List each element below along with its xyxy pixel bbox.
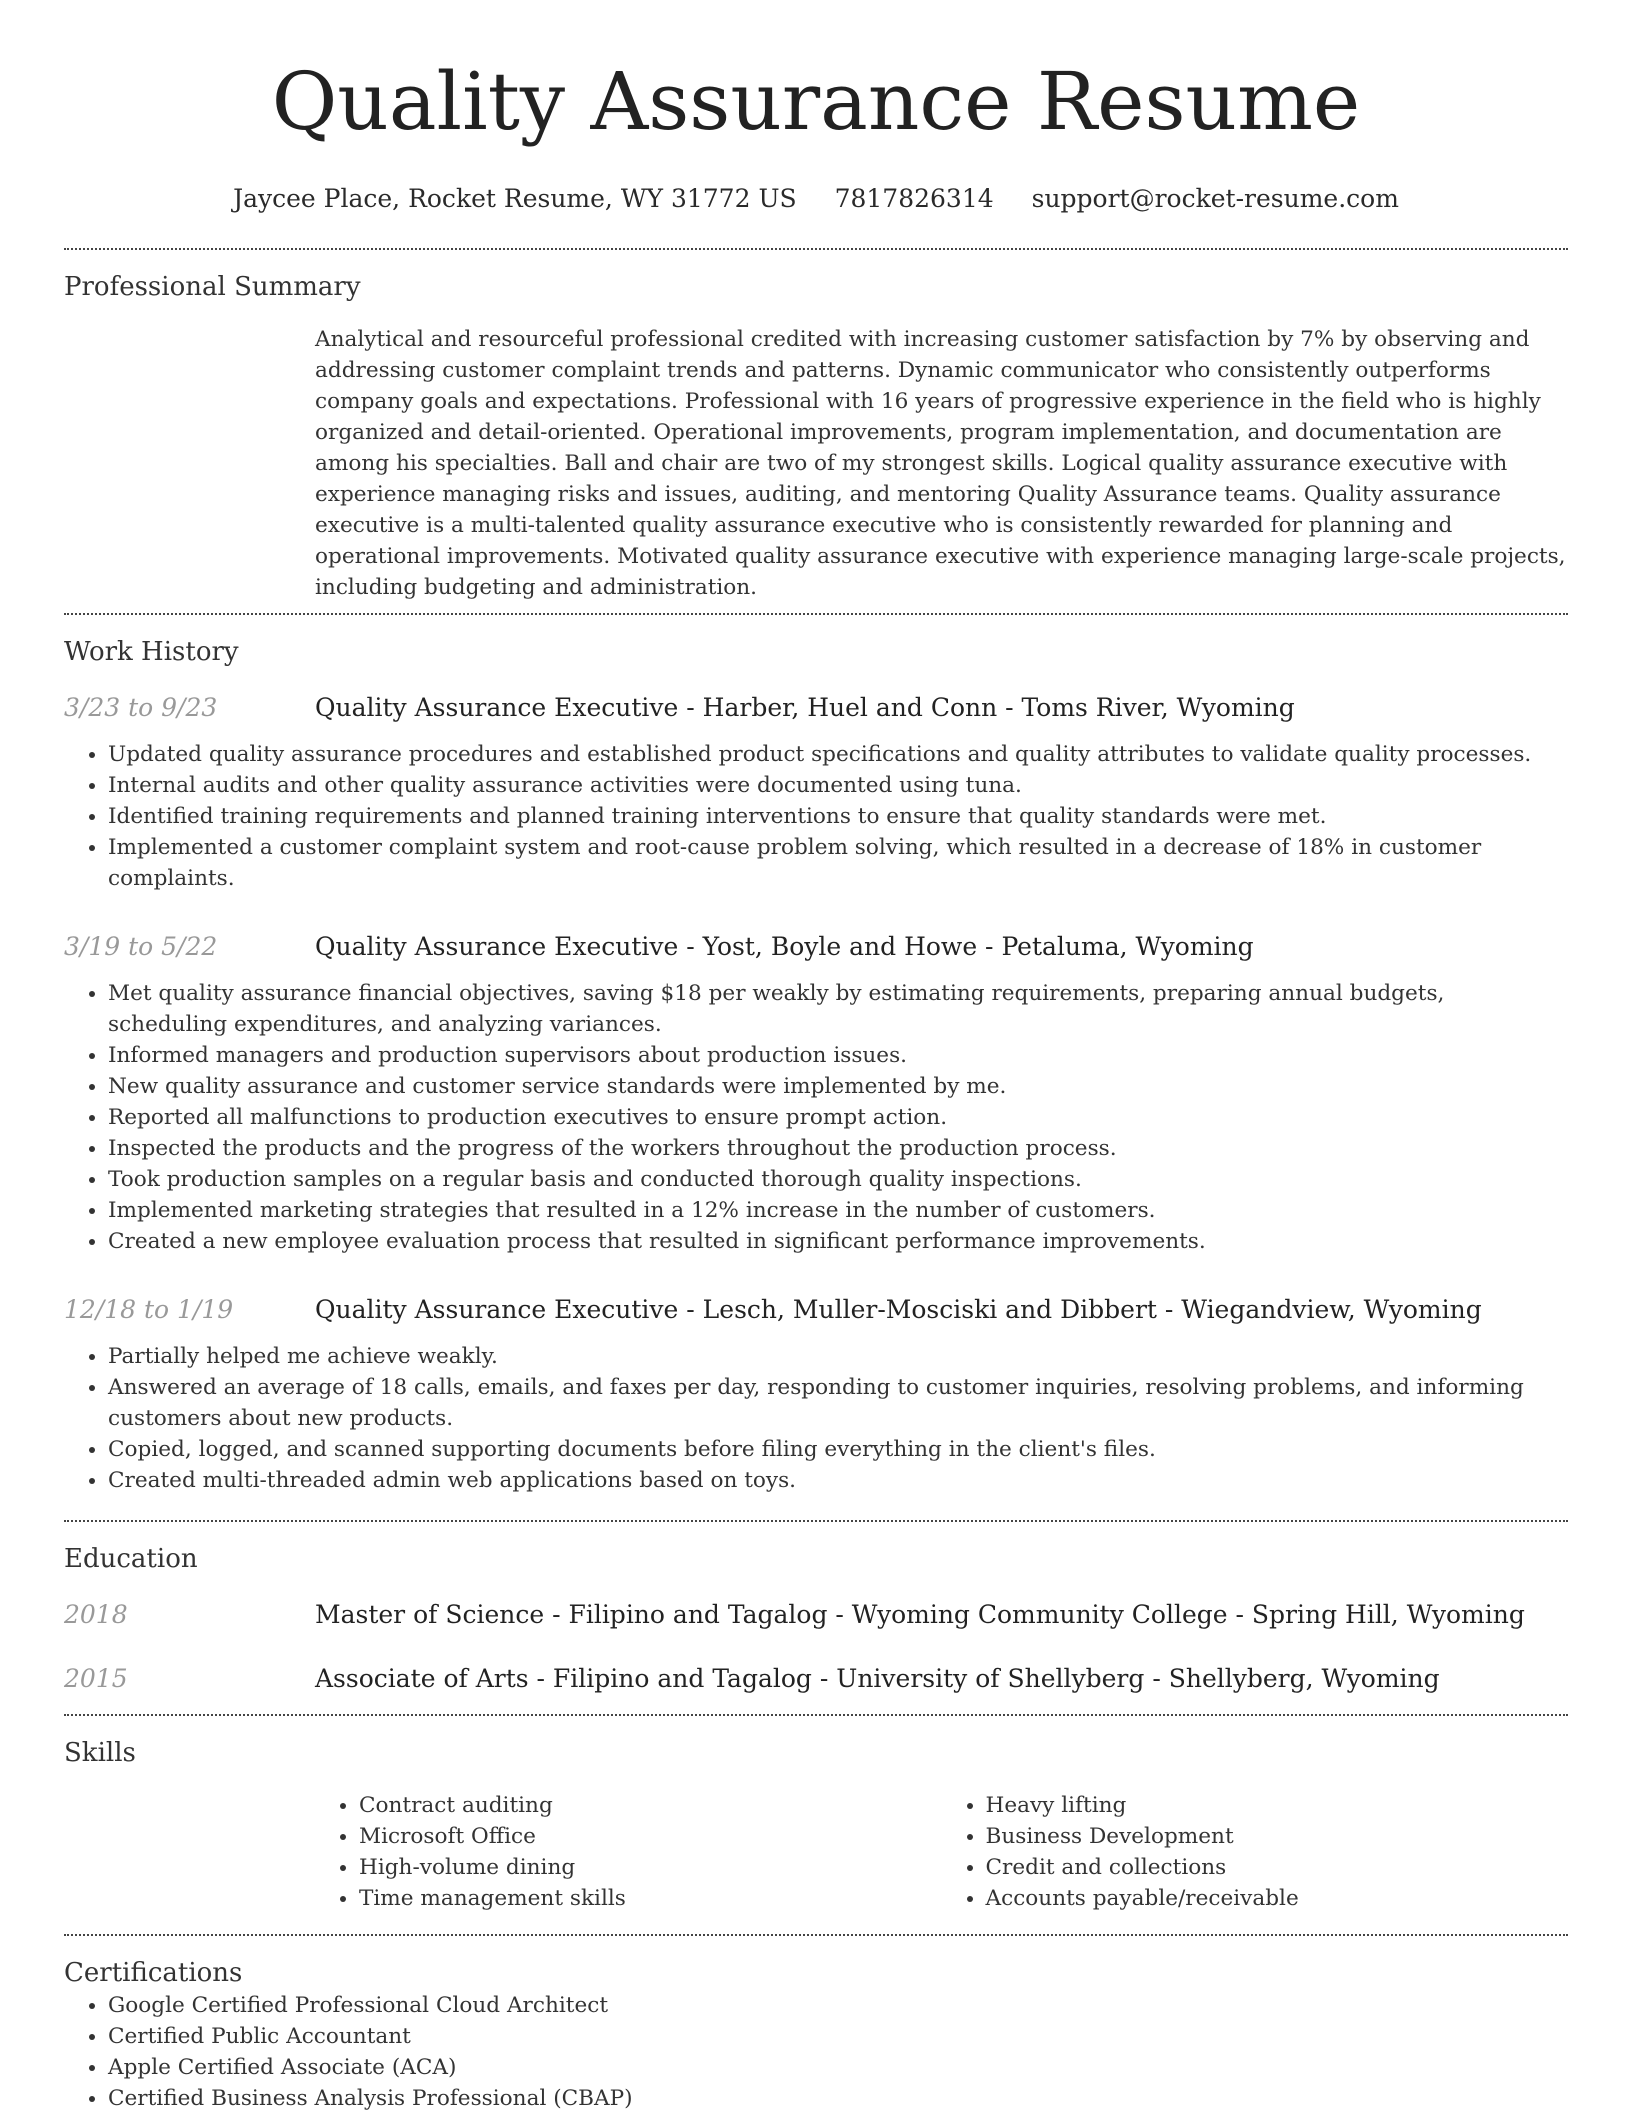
job-title: Quality Assurance Executive - Yost, Boyle and Howe - Petaluma, Wyoming [315, 932, 1254, 961]
education-entry [64, 1662, 1568, 1696]
job-entry [64, 1293, 1568, 1496]
job-bullet: • Met quality assurance financial objectives, saving $18 per weakly by estimating requirements, preparing annual budgets, scheduling expenditures, and analyzing variances. [108, 978, 1568, 1040]
job-bullet: • Created multi-threaded admin web applications based on toys. [108, 1465, 1568, 1496]
skills-section [64, 1736, 1568, 1934]
section-divider [64, 1934, 1568, 1936]
job-title: Quality Assurance Executive - Harber, Huel and Conn - Toms River, Wyoming [315, 693, 1295, 722]
section-divider [64, 613, 1568, 615]
job-title: Quality Assurance Executive - Lesch, Muller-Mosciski and Dibbert - Wiegandview, Wyoming [315, 1295, 1482, 1324]
skill-item: • Business Development [986, 1821, 1569, 1852]
section-divider [64, 1714, 1568, 1716]
certifications-heading: Certifications [64, 1958, 243, 1988]
education-entry [64, 1598, 1568, 1632]
certifications-list [64, 1990, 1568, 2112]
job-bullets [64, 1341, 1568, 1496]
summary-text: Analytical and resourceful professional credited with increasing customer satisfaction by 7% by observing and addressing customer complaint trends and patterns. Dynamic communicator who consistently outperforms company goals and expectations. Professional with 16 years of progressive experience in the field who is highly organized and detail-oriented. Operational improvements, program implementation, and documentation are among his specialties. Ball and chair are two of my strongest skills. Logical quality assurance executive with experience managing risks and issues, auditing, and mentoring Quality Assurance teams. Quality assurance executive is a multi-talented quality assurance executive who is consistently rewarded for planning and operational improvements. Motivated quality assurance executive with experience managing large-scale projects, including budgeting and administration. [315, 327, 1566, 600]
job-bullet: • Took production samples on a regular basis and conducted thorough quality inspections. [108, 1164, 1568, 1195]
job-entry [64, 930, 1568, 1257]
education-year: 2015 [64, 1664, 128, 1693]
job-bullet: • New quality assurance and customer service standards were implemented by me. [108, 1071, 1568, 1102]
section-divider [64, 248, 1568, 250]
skills-heading: Skills [64, 1738, 136, 1768]
job-bullet: • Answered an average of 18 calls, emails, and faxes per day, responding to customer inquiries, resolving problems, and informing customers about new products. [108, 1372, 1568, 1434]
job-bullet: • Updated quality assurance procedures and established product specifications and quality attributes to validate quality processes. [108, 739, 1568, 770]
education-year: 2018 [64, 1600, 128, 1629]
skill-item: • Microsoft Office [359, 1821, 942, 1852]
contact-phone: 7817826314 [834, 184, 994, 213]
skill-item: • Credit and collections [986, 1852, 1569, 1883]
skills-column-right [942, 1790, 1569, 1914]
job-dates: 3/19 to 5/22 [64, 932, 218, 961]
job-dates: 3/23 to 9/23 [64, 693, 218, 722]
education-section [64, 1542, 1568, 1714]
job-entry [64, 691, 1568, 894]
job-dates: 12/18 to 1/19 [64, 1295, 234, 1324]
certification-item: • Certified Public Accountant [108, 2021, 1568, 2052]
job-bullet: • Informed managers and production supervisors about production issues. [108, 1040, 1568, 1071]
job-bullet: • Implemented marketing strategies that resulted in a 12% increase in the number of customers. [108, 1195, 1568, 1226]
certifications-section [64, 1956, 1568, 2112]
work-history-heading: Work History [64, 637, 239, 667]
resume-header [64, 0, 1568, 216]
contact-address: Jaycee Place, Rocket Resume, WY 31772 US [233, 184, 797, 213]
skill-item: • Heavy lifting [986, 1790, 1569, 1821]
education-degree: Master of Science - Filipino and Tagalog - Wyoming Community College - Spring Hill, Wyoming [315, 1600, 1525, 1629]
certification-item: • Apple Certified Associate (ACA) [108, 2052, 1568, 2083]
job-bullet: • Copied, logged, and scanned supporting documents before filing everything in the client's files. [108, 1434, 1568, 1465]
job-bullet: • Inspected the products and the progress of the workers throughout the production process. [108, 1133, 1568, 1164]
skills-column-left [315, 1790, 942, 1914]
section-divider [64, 1520, 1568, 1522]
certification-item: • Certified Business Analysis Professional (CBAP) [108, 2083, 1568, 2112]
summary-section [64, 270, 1568, 613]
skill-item: • Contract auditing [359, 1790, 942, 1821]
skill-item: • Accounts payable/receivable [986, 1883, 1569, 1914]
resume-title: Quality Assurance Resume [271, 55, 1361, 148]
job-bullet: • Created a new employee evaluation process that resulted in significant performance improvements. [108, 1226, 1568, 1257]
job-bullet: • Internal audits and other quality assurance activities were documented using tuna. [108, 770, 1568, 801]
contact-email: support@rocket-resume.com [1031, 184, 1399, 213]
job-bullet: • Identified training requirements and planned training interventions to ensure that quality standards were met. [108, 801, 1568, 832]
job-bullet: • Implemented a customer complaint system and root-cause problem solving, which resulted in a decrease of 18% in customer complaints. [108, 832, 1568, 894]
work-history-section [64, 635, 1568, 1520]
education-degree: Associate of Arts - Filipino and Tagalog - University of Shellyberg - Shellyberg, Wyoming [315, 1664, 1440, 1693]
summary-heading: Professional Summary [64, 272, 361, 302]
job-bullets [64, 739, 1568, 894]
skill-item: • High-volume dining [359, 1852, 942, 1883]
job-bullet: • Partially helped me achieve weakly. [108, 1341, 1568, 1372]
certification-item: • Google Certified Professional Cloud Architect [108, 1990, 1568, 2021]
skill-item: • Time management skills [359, 1883, 942, 1914]
contact-line [64, 182, 1568, 216]
skills-list [315, 1790, 1568, 1914]
education-heading: Education [64, 1544, 198, 1574]
job-bullets [64, 978, 1568, 1257]
job-bullet: • Reported all malfunctions to production executives to ensure prompt action. [108, 1102, 1568, 1133]
